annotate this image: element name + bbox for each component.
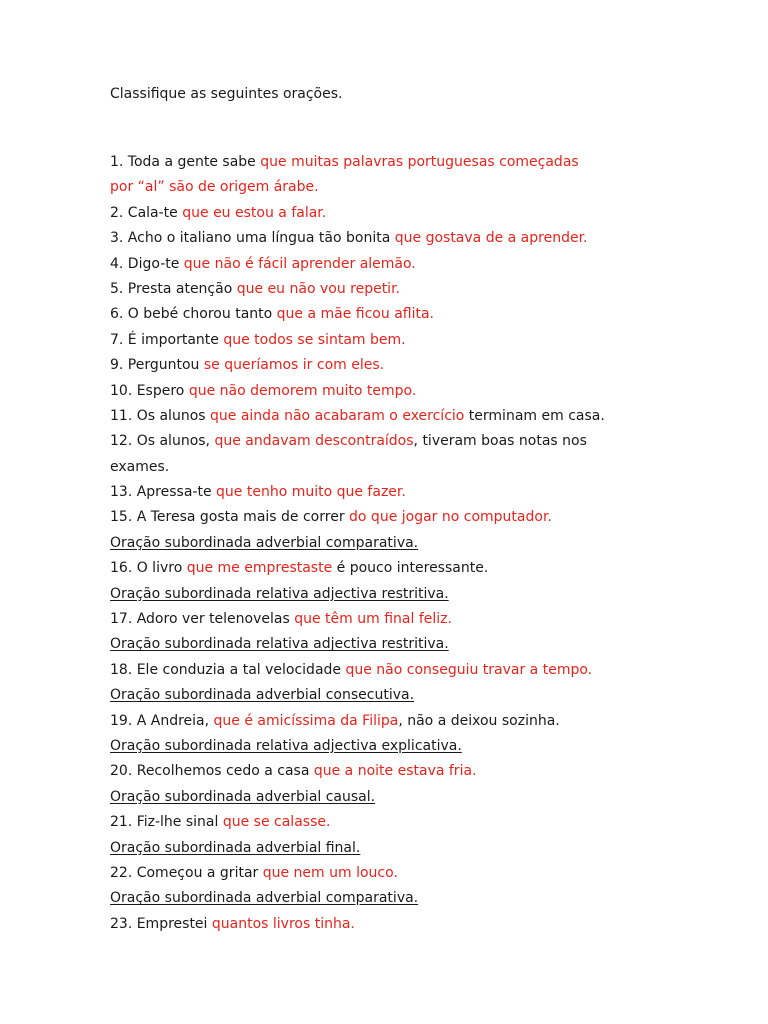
document-title: Classifique as seguintes orações. xyxy=(110,86,343,102)
sentence-text: 5. Presta atenção xyxy=(110,280,237,297)
classification-text: Oração subordinada adverbial final. xyxy=(110,839,361,856)
subordinate-clause-highlight: que nem um louco. xyxy=(262,864,398,881)
subordinate-clause-highlight: que eu estou a falar. xyxy=(182,204,327,221)
exercise-line xyxy=(110,862,750,887)
sentence-text: 11. Os alunos xyxy=(110,407,211,424)
subordinate-clause-highlight: que gostava de a aprender. xyxy=(394,230,588,247)
subordinate-clause-highlight: do que jogar no computador. xyxy=(349,509,552,526)
subordinate-clause-highlight: que muitas palavras portuguesas começadas xyxy=(260,154,579,170)
exercise-line xyxy=(110,227,750,252)
classification-answer xyxy=(110,786,750,811)
classification-text: Oração subordinada adverbial comparativa. xyxy=(110,890,419,907)
subordinate-clause-highlight: que andavam descontraídos xyxy=(214,433,414,450)
exercise-line xyxy=(110,380,750,405)
classification-text: Oração subordinada relativa adjectiva restritiva. xyxy=(110,585,449,602)
exercise-line xyxy=(110,354,750,379)
exercise-line xyxy=(110,481,750,506)
sentence-text: 9. Perguntou xyxy=(110,357,204,374)
sentence-text: 22. Começou a gritar xyxy=(110,864,263,881)
subordinate-clause-highlight: que a noite estava fria. xyxy=(313,763,477,780)
exercise-line xyxy=(110,913,750,938)
sentence-text: 23. Emprestei xyxy=(110,915,212,932)
exercise-line xyxy=(110,253,750,278)
sentence-text: 4. Digo-te xyxy=(110,255,184,272)
sentence-text: 17. Adoro ver telenovelas xyxy=(110,611,295,628)
sentence-text: 18. Ele conduzia a tal velocidade xyxy=(110,661,346,678)
sentence-text: terminam em casa. xyxy=(464,407,605,424)
subordinate-clause-highlight: que têm um final feliz. xyxy=(294,611,452,628)
exercise-line xyxy=(110,456,750,481)
subordinate-clause-highlight: que ainda não acabaram o exercício xyxy=(210,407,465,424)
subordinate-clause-highlight: que tenho muito que fazer. xyxy=(216,484,406,501)
subordinate-clause-highlight: por “al” são de origem árabe. xyxy=(110,179,319,196)
exercise-line xyxy=(110,811,750,836)
sentence-text: 15. A Teresa gosta mais de correr xyxy=(110,509,350,526)
subordinate-clause-highlight: que todos se sintam bem. xyxy=(223,331,406,348)
sentence-text: 20. Recolhemos cedo a casa xyxy=(110,763,314,780)
classification-answer xyxy=(110,837,750,862)
exercise-line xyxy=(110,506,750,531)
subordinate-clause-highlight: quantos livros tinha. xyxy=(211,915,355,932)
subordinate-clause-highlight: que a mãe ficou aflita. xyxy=(276,306,434,323)
exercise-line xyxy=(110,303,750,328)
exercise-line xyxy=(110,405,750,430)
subordinate-clause-highlight: se queríamos ir com eles. xyxy=(203,357,385,374)
classification-text: Oração subordinada adverbial comparativa. xyxy=(110,534,419,551)
sentence-text: 7. É importante xyxy=(110,331,224,348)
exercise-line xyxy=(110,659,750,684)
sentence-text: 2. Cala-te xyxy=(110,204,183,221)
classification-answer xyxy=(110,532,750,557)
exercise-line xyxy=(110,151,750,176)
exercise-line xyxy=(110,278,750,303)
sentence-text: 19. A Andreia, xyxy=(110,712,214,729)
classification-text: Oração subordinada relativa adjectiva restritiva. xyxy=(110,636,449,653)
classification-answer xyxy=(110,583,750,608)
exercise-line xyxy=(110,557,750,582)
classification-answer xyxy=(110,633,750,658)
sentence-text: , tiveram boas notas nos xyxy=(413,433,587,450)
sentence-text: é pouco interessante. xyxy=(332,560,489,577)
classification-answer xyxy=(110,684,750,709)
subordinate-clause-highlight: que não é fácil aprender alemão. xyxy=(183,255,416,272)
exercise-line xyxy=(110,710,750,735)
sentence-text: 6. O bebé chorou tanto xyxy=(110,306,277,323)
exercise-list xyxy=(110,151,750,938)
exercise-line xyxy=(110,760,750,785)
sentence-text: 21. Fiz-lhe sinal xyxy=(110,814,223,831)
exercise-line xyxy=(110,202,750,227)
subordinate-clause-highlight: que não conseguiu travar a tempo. xyxy=(345,661,593,678)
subordinate-clause-highlight: que eu não vou repetir. xyxy=(236,280,400,297)
classification-text: Oração subordinada relativa adjectiva explicativa. xyxy=(110,737,462,754)
classification-answer xyxy=(110,735,750,760)
exercise-line xyxy=(110,329,750,354)
sentence-text: 12. Os alunos, xyxy=(110,433,215,450)
classification-answer xyxy=(110,887,750,912)
subordinate-clause-highlight: que me emprestaste xyxy=(186,560,333,577)
exercise-line xyxy=(110,430,750,455)
sentence-text: 3. Acho o italiano uma língua tão bonita xyxy=(110,230,395,247)
classification-text: Oração subordinada adverbial consecutiva. xyxy=(110,687,415,704)
subordinate-clause-highlight: que se calasse. xyxy=(222,814,331,831)
sentence-text: , não a deixou sozinha. xyxy=(398,712,560,729)
subordinate-clause-highlight: que é amicíssima da Filipa xyxy=(213,712,399,729)
sentence-text: 10. Espero xyxy=(110,382,189,399)
sentence-text: 13. Apressa-te xyxy=(110,484,217,501)
sentence-text: exames. xyxy=(110,458,170,475)
classification-text: Oração subordinada adverbial causal. xyxy=(110,788,376,805)
exercise-line xyxy=(110,608,750,633)
sentence-text: 16. O livro xyxy=(110,560,187,577)
sentence-text: 1. Toda a gente sabe xyxy=(110,154,261,170)
subordinate-clause-highlight: que não demorem muito tempo. xyxy=(188,382,417,399)
exercise-line xyxy=(110,176,750,201)
